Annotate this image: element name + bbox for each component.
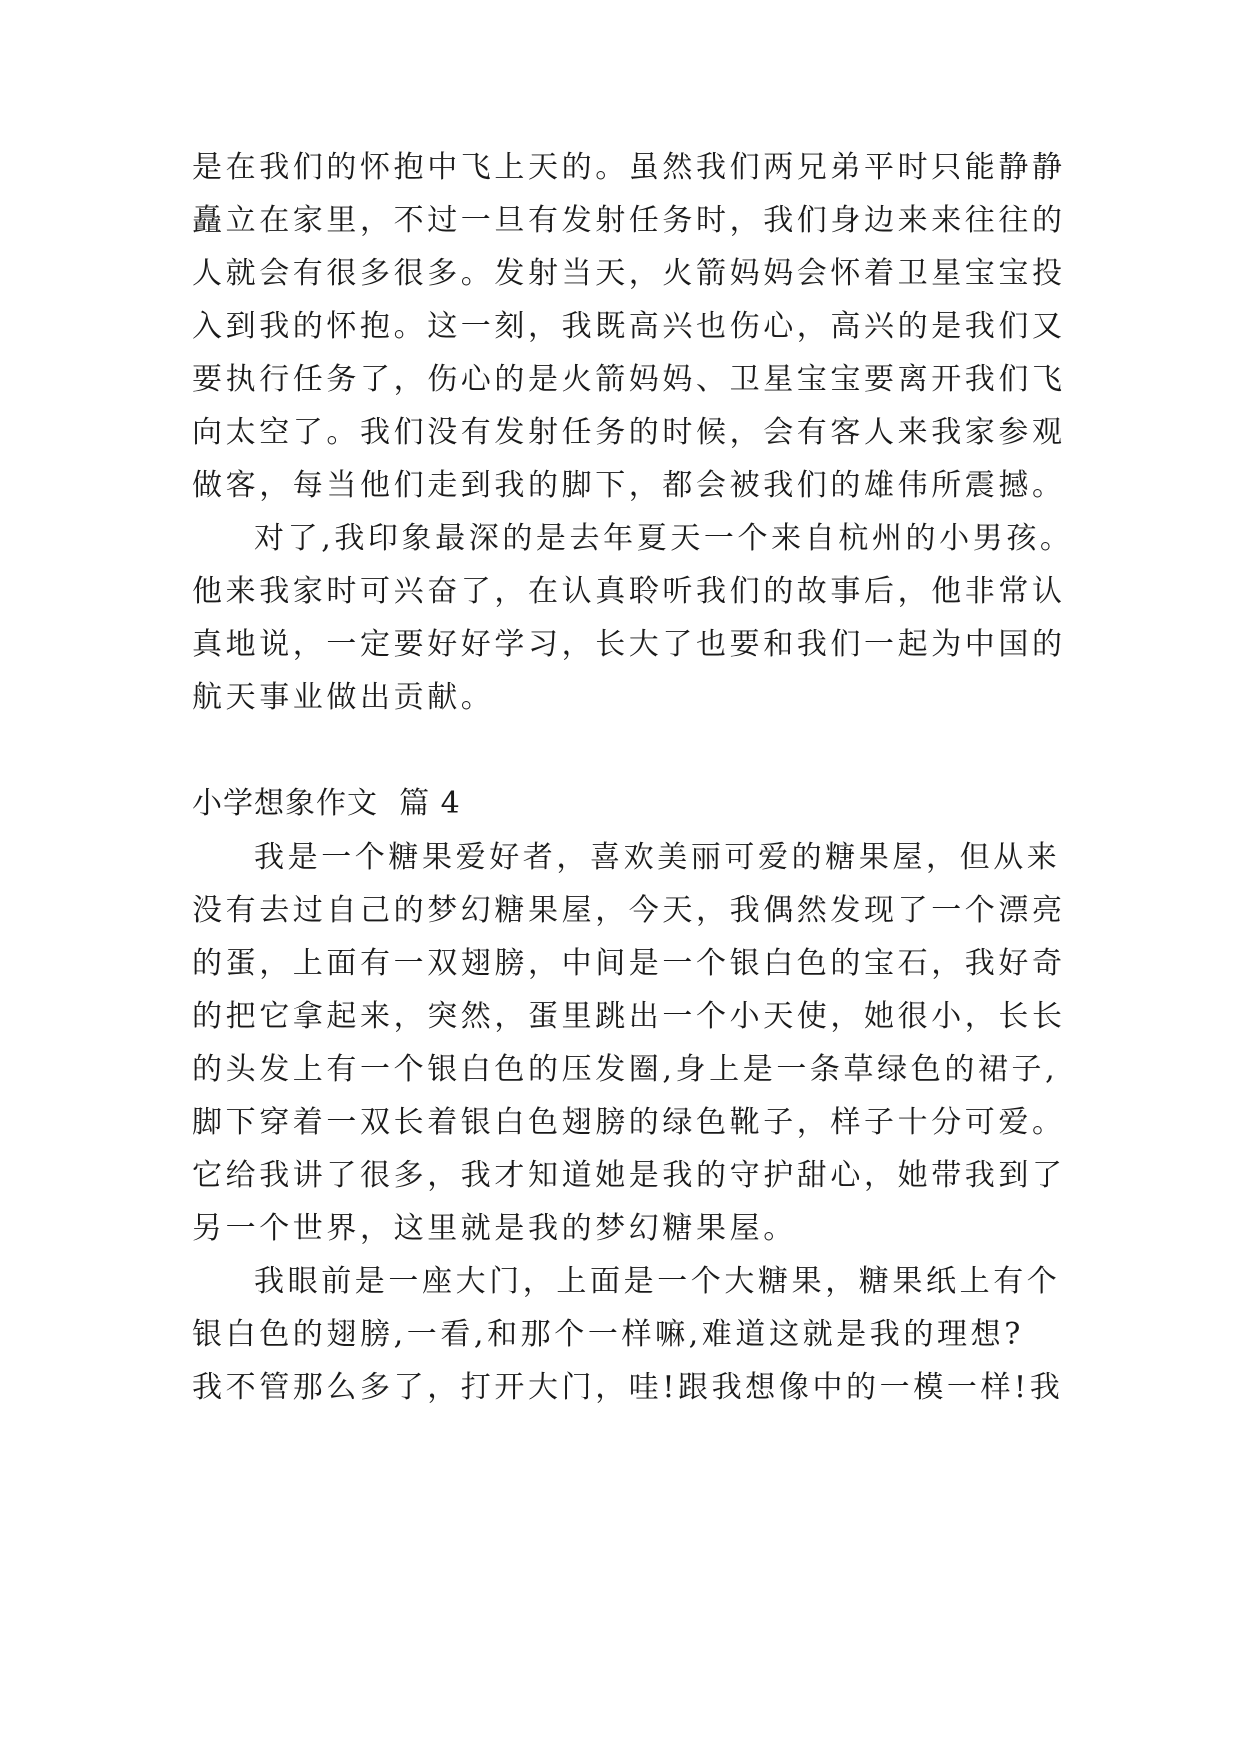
paragraph-line: 对了,我印象最深的是去年夏天一个来自杭州的小男孩。 (254, 521, 1074, 556)
paragraph-line: 我是一个糖果爱好者，喜欢美丽可爱的糖果屋，但从来 (254, 840, 1061, 875)
paragraph-line: 它给我讲了很多，我才知道她是我的守护甜心，她带我到了 (192, 1158, 1066, 1193)
paragraph-line: 要执行任务了，伤心的是火箭妈妈、卫星宝宝要离开我们飞 (192, 362, 1066, 397)
paragraph-line: 的把它拿起来，突然，蛋里跳出一个小天使，她很小，长长 (192, 999, 1066, 1034)
paragraph-line: 矗立在家里，不过一旦有发射任务时，我们身边来来往往的 (192, 203, 1066, 238)
paragraph-line: 他来我家时可兴奋了，在认真聆听我们的故事后，他非常认 (192, 574, 1066, 609)
paragraph-line: 人就会有很多很多。发射当天，火箭妈妈会怀着卫星宝宝投 (192, 256, 1066, 291)
paragraph-line: 另一个世界，这里就是我的梦幻糖果屋。 (192, 1211, 797, 1246)
paragraph-line: 是在我们的怀抱中飞上天的。虽然我们两兄弟平时只能静静 (192, 150, 1066, 185)
paragraph-line: 我眼前是一座大门，上面是一个大糖果，糖果纸上有个 (254, 1264, 1061, 1299)
paragraph-line: 的蛋，上面有一双翅膀，中间是一个银白色的宝石，我好奇 (192, 946, 1066, 981)
paragraph-line: 航天事业做出贡献。 (192, 680, 495, 715)
paragraph-line: 做客，每当他们走到我的脚下，都会被我们的雄伟所震撼。 (192, 468, 1066, 503)
paragraph-line: 入到我的怀抱。这一刻，我既高兴也伤心，高兴的是我们又 (192, 309, 1066, 344)
paragraph-line: 向太空了。我们没有发射任务的时候，会有客人来我家参观 (192, 415, 1066, 450)
paragraph-line: 我不管那么多了，打开大门，哇!跟我想像中的一模一样!我 (192, 1370, 1064, 1405)
paragraph-line: 真地说，一定要好好学习，长大了也要和我们一起为中国的 (192, 627, 1066, 662)
paragraph-line: 银白色的翅膀,一看,和那个一样嘛,难道这就是我的理想? (192, 1317, 1024, 1352)
section-heading: 小学想象作文 篇 4 (192, 786, 461, 821)
paragraph-line: 没有去过自己的梦幻糖果屋，今天，我偶然发现了一个漂亮 (192, 893, 1066, 928)
paragraph-line: 脚下穿着一双长着银白色翅膀的绿色靴子，样子十分可爱。 (192, 1105, 1066, 1140)
paragraph-line: 的头发上有一个银白色的压发圈,身上是一条草绿色的裙子, (192, 1052, 1059, 1087)
